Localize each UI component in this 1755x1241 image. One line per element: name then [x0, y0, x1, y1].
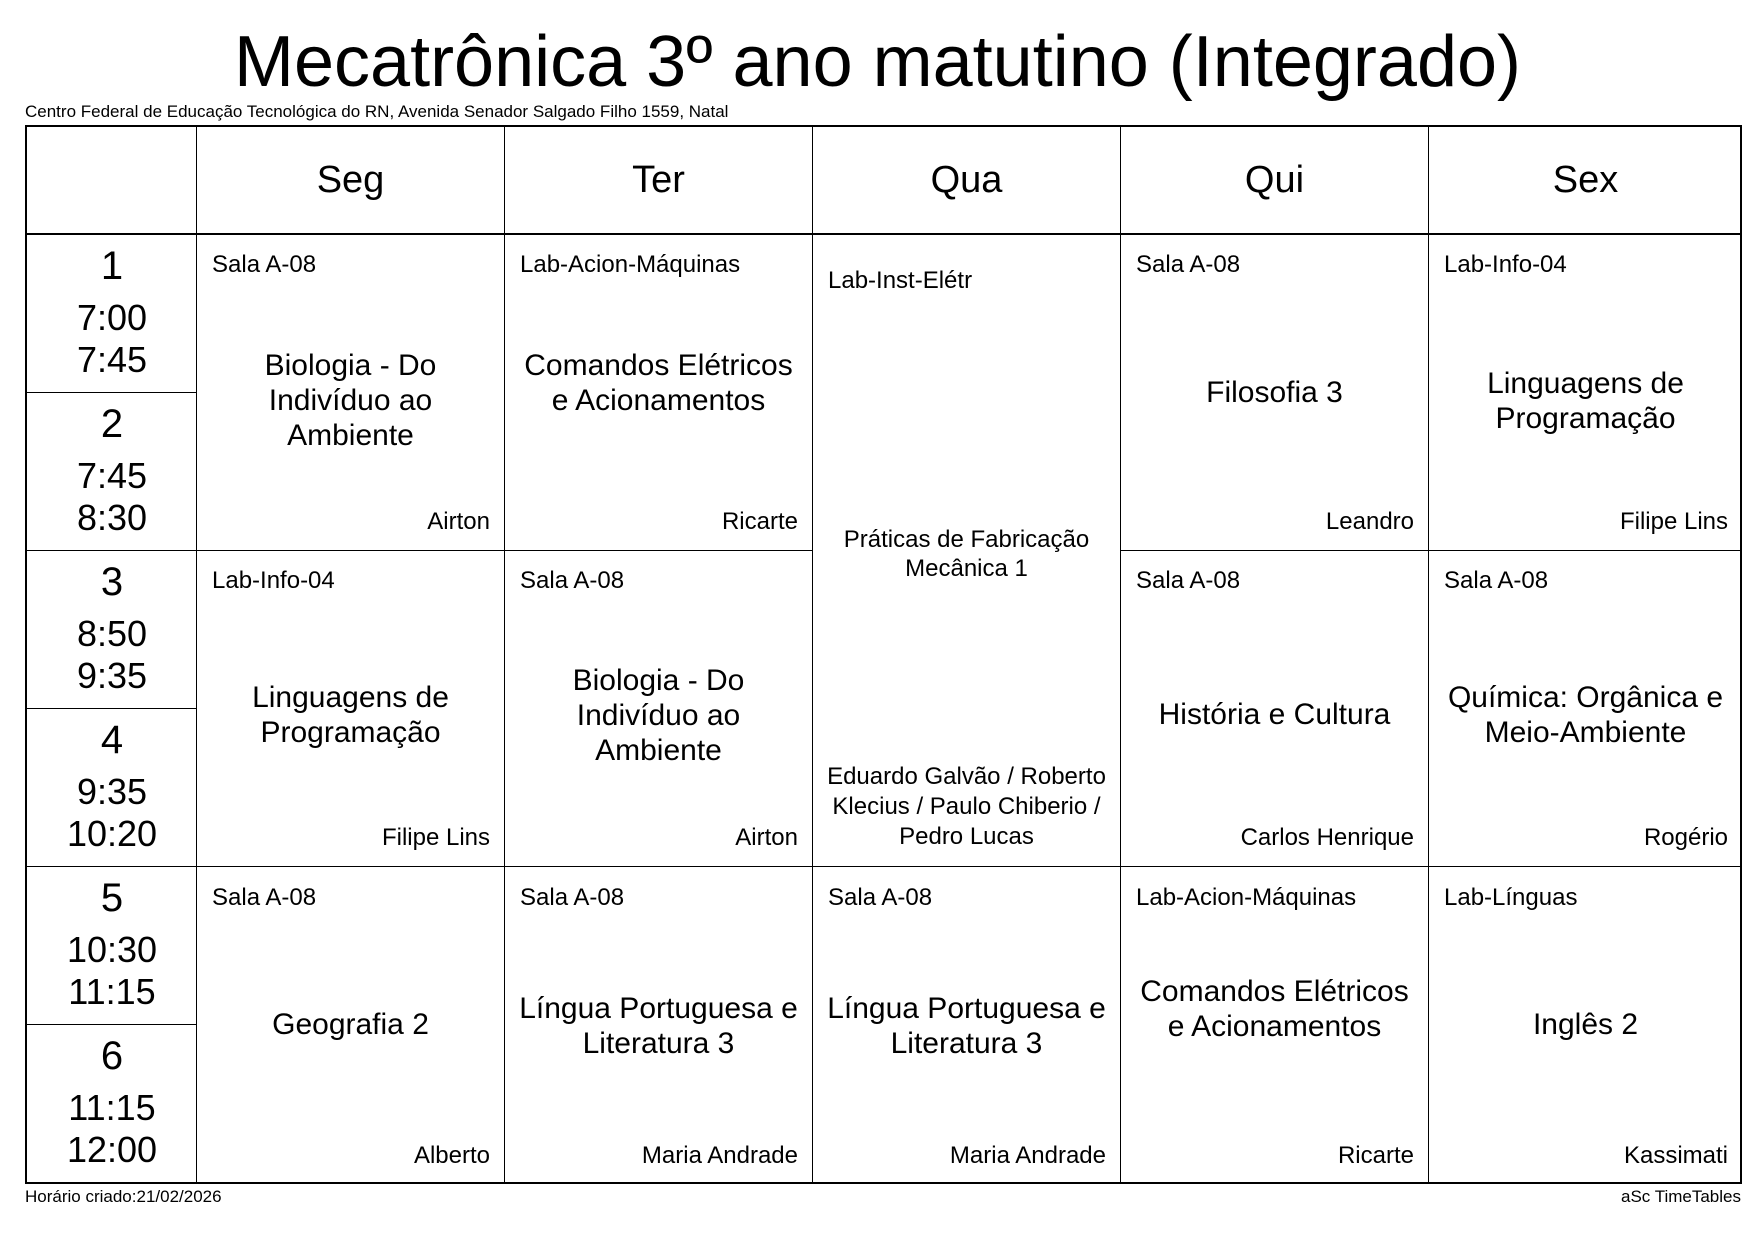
lesson-room: Lab-Acion-Máquinas — [1136, 884, 1357, 911]
lesson-teacher: Airton — [427, 508, 490, 535]
page-title: Mecatrônica 3º ano matutino (Integrado) — [234, 22, 1521, 102]
lesson-teacher: Maria Andrade — [641, 1142, 798, 1169]
period-end: 9:35 — [76, 655, 148, 696]
lesson-card[interactable] — [1121, 235, 1428, 550]
lesson-teacher: Eduardo Galvão / Roberto Klecius / Paulo Chiberio / Pedro Lucas — [827, 763, 1106, 850]
period-start: 8:50 — [76, 613, 148, 654]
lesson-teacher: Rogério — [1643, 824, 1728, 851]
lesson-card[interactable] — [1429, 235, 1742, 550]
lesson-room: Lab-Info-04 — [1444, 251, 1567, 278]
lesson-card[interactable] — [197, 868, 504, 1184]
lesson-room: Sala A-08 — [212, 884, 317, 911]
lesson-room: Lab-Info-04 — [212, 567, 335, 594]
day-header-sex: Sex — [1552, 158, 1619, 201]
lesson-subject: Filosofia 3 — [1206, 376, 1343, 409]
lesson-teacher: Carlos Henrique — [1240, 824, 1414, 851]
lesson-room: Sala A-08 — [828, 884, 933, 911]
period-end: 7:45 — [76, 339, 148, 380]
day-header-ter: Ter — [632, 158, 685, 201]
lesson-subject: Biologia - Do Indivíduo ao Ambiente — [264, 349, 437, 452]
lesson-subject: Práticas de Fabricação Mecânica 1 — [843, 526, 1090, 582]
lesson-subject: Inglês 2 — [1532, 1008, 1639, 1041]
period-start: 7:00 — [76, 297, 148, 338]
lesson-room: Lab-Acion-Máquinas — [520, 251, 741, 278]
period-2 — [27, 393, 197, 539]
timetable-grid — [25, 125, 1742, 1184]
creation-date: Horário criado:21/02/2026 — [25, 1187, 222, 1206]
lesson-room: Sala A-08 — [520, 884, 625, 911]
lesson-card[interactable] — [1429, 868, 1742, 1184]
period-number: 1 — [100, 244, 124, 288]
lesson-teacher: Alberto — [413, 1142, 490, 1169]
lesson-teacher: Ricarte — [1337, 1142, 1414, 1169]
lesson-room: Lab-Inst-Elétr — [828, 267, 973, 294]
period-start: 11:15 — [68, 1087, 156, 1128]
lesson-subject: História e Cultura — [1158, 698, 1391, 731]
day-header-qui: Qui — [1244, 158, 1305, 201]
lesson-room: Sala A-08 — [520, 567, 625, 594]
period-4 — [27, 709, 197, 855]
period-end: 12:00 — [66, 1129, 158, 1170]
lesson-subject: Linguagens de Programação — [252, 681, 449, 749]
lesson-card[interactable] — [1429, 551, 1742, 866]
lesson-card[interactable] — [505, 235, 812, 550]
period-1 — [27, 235, 197, 381]
lesson-subject: Linguagens de Programação — [1487, 367, 1684, 435]
day-header-qua: Qua — [930, 158, 1003, 201]
period-start: 7:45 — [76, 455, 148, 496]
lesson-subject: Comandos Elétricos e Acionamentos — [1140, 975, 1409, 1043]
lesson-card[interactable] — [1121, 868, 1428, 1184]
lesson-teacher: Leandro — [1325, 508, 1414, 535]
period-number: 3 — [100, 560, 124, 604]
lesson-card[interactable] — [505, 868, 812, 1184]
lesson-subject: Química: Orgânica e Meio-Ambiente — [1447, 681, 1724, 749]
lesson-teacher: Ricarte — [721, 508, 798, 535]
lesson-room: Sala A-08 — [212, 251, 317, 278]
lesson-teacher: Maria Andrade — [949, 1142, 1106, 1169]
lesson-room: Sala A-08 — [1136, 251, 1241, 278]
period-end: 10:20 — [66, 813, 158, 854]
period-3 — [27, 551, 197, 697]
lesson-card[interactable] — [505, 551, 812, 866]
period-5 — [27, 867, 197, 1013]
lesson-room: Sala A-08 — [1136, 567, 1241, 594]
grid-line — [27, 866, 1740, 867]
lesson-subject: Biologia - Do Indivíduo ao Ambiente — [572, 664, 745, 767]
period-start: 10:30 — [66, 929, 158, 970]
lesson-card[interactable] — [813, 868, 1120, 1184]
school-address: Centro Federal de Educação Tecnológica do RN, Avenida Senador Salgado Filho 1559, Natal — [25, 102, 729, 121]
period-number: 4 — [100, 718, 124, 762]
lesson-card[interactable] — [1121, 551, 1428, 866]
lesson-card[interactable] — [813, 235, 1120, 866]
lesson-teacher: Airton — [735, 824, 798, 851]
lesson-room: Lab-Línguas — [1444, 884, 1578, 911]
lesson-teacher: Filipe Lins — [1619, 508, 1728, 535]
lesson-teacher: Filipe Lins — [381, 824, 490, 851]
lesson-subject: Língua Portuguesa e Literatura 3 — [519, 992, 798, 1060]
lesson-subject: Língua Portuguesa e Literatura 3 — [827, 992, 1106, 1060]
lesson-room: Sala A-08 — [1444, 567, 1549, 594]
period-number: 2 — [100, 402, 124, 446]
period-number: 5 — [100, 876, 124, 920]
lesson-card[interactable] — [197, 551, 504, 866]
day-header-seg: Seg — [316, 158, 385, 201]
period-end: 8:30 — [76, 497, 148, 538]
period-start: 9:35 — [76, 771, 148, 812]
period-6 — [27, 1025, 197, 1171]
period-end: 11:15 — [68, 971, 156, 1012]
software-credit: aSc TimeTables — [1621, 1187, 1741, 1206]
period-number: 6 — [100, 1034, 124, 1078]
lesson-teacher: Kassimati — [1623, 1142, 1728, 1169]
lesson-card[interactable] — [197, 235, 504, 550]
lesson-subject: Geografia 2 — [272, 1008, 429, 1041]
lesson-subject: Comandos Elétricos e Acionamentos — [524, 349, 793, 417]
